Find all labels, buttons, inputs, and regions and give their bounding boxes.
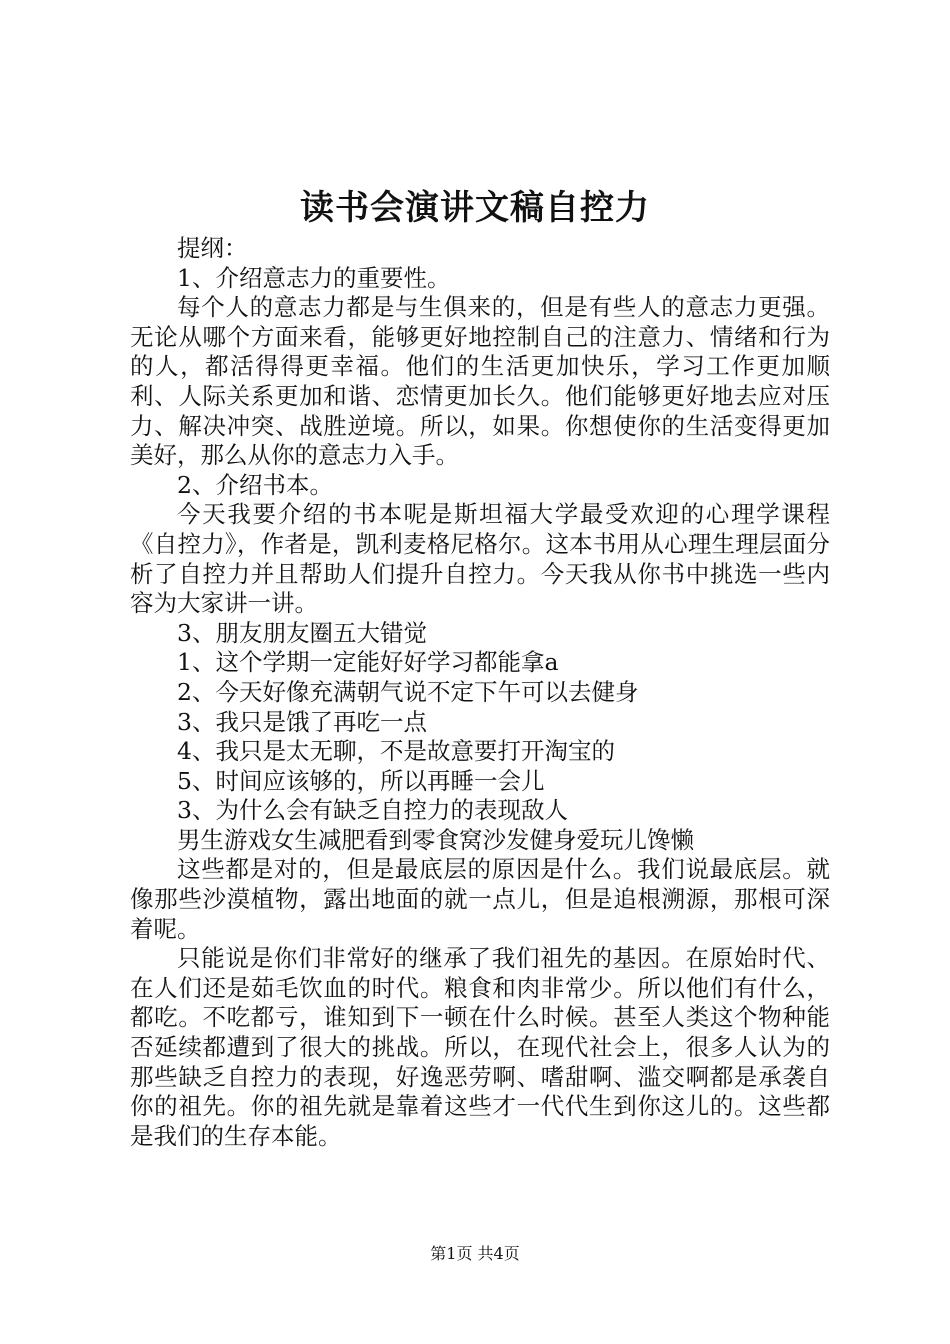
list-item-illusion-1: 1、这个学期一定能好好学习都能拿a [177, 648, 559, 677]
paragraph-section-3b-heading: 3、为什么会有缺乏自控力的表现敌人 [177, 796, 568, 825]
list-item-illusion-3: 3、我只是饿了再吃一点 [177, 707, 427, 736]
paragraph-book-intro: 今天我要介绍的书本呢是斯坦福大学最受欢迎的心理学课程《自控力》，作者是，凯利麦格尼格尔。这本书用从心理生理层面分析了自控力并且帮助人们提升自控力。今天我从你书中挑选一些内容为大家讲一讲。 [130, 500, 830, 618]
list-item-illusion-2: 2、今天好像充满朝气说不定下午可以去健身 [177, 677, 639, 706]
list-item-illusion-5: 5、时间应该够的，所以再睡一会儿 [177, 766, 545, 795]
paragraph-section-1-heading: 1、介绍意志力的重要性。 [177, 263, 451, 292]
paragraph-ancestors: 只能说是你们非常好的继承了我们祖先的基因。在原始时代、在人们还是茹毛饮血的时代。粮食和肉非常少。所以他们有什么，都吃。不吃都亏，谁知到下一顿在什么时候。甚至人类这个物种能否延续都遭到了很大的挑战。所以，在现代社会上，很多人认为的那些缺乏自控力的表现，好逸恶劳啊、嗜甜啊、滥交啊都是承袭自你的祖先。你的祖先就是靠着这些才一代代生到你这儿的。这些都是我们的生存本能。 [130, 944, 830, 1150]
document-title: 读书会演讲文稿自控力 [300, 188, 650, 228]
paragraph-willpower: 每个人的意志力都是与生俱来的，但是有些人的意志力更强。无论从哪个方面来看，能够更好地控制自己的注意力、情绪和行为的人，都活得得更幸福。他们的生活更加快乐，学习工作更加顺利、人际关系更加和谐、恋情更加长久。他们能够更好地去应对压力、解决冲突、战胜逆境。所以，如果。你想使你的生活变得更加美好，那么从你的意志力入手。 [130, 293, 830, 470]
paragraph-section-3-heading: 3、朋友朋友圈五大错觉 [177, 618, 427, 647]
paragraph-section-2-heading: 2、介绍书本。 [177, 470, 333, 499]
document-body [130, 234, 830, 1151]
list-item-illusion-4: 4、我只是太无聊，不是故意要打开淘宝的 [177, 737, 615, 766]
paragraph-examples: 男生游戏女生减肥看到零食窝沙发健身爱玩儿馋懒 [177, 825, 694, 854]
paragraph-root-cause: 这些都是对的，但是最底层的原因是什么。我们说最底层。就像那些沙漠植物，露出地面的就一点儿，但是追根溯源，那根可深着呢。 [130, 855, 830, 943]
paragraph-outline-heading: 提纲： [177, 234, 248, 262]
page-number-footer: 第1页 共4页 [430, 1244, 520, 1263]
